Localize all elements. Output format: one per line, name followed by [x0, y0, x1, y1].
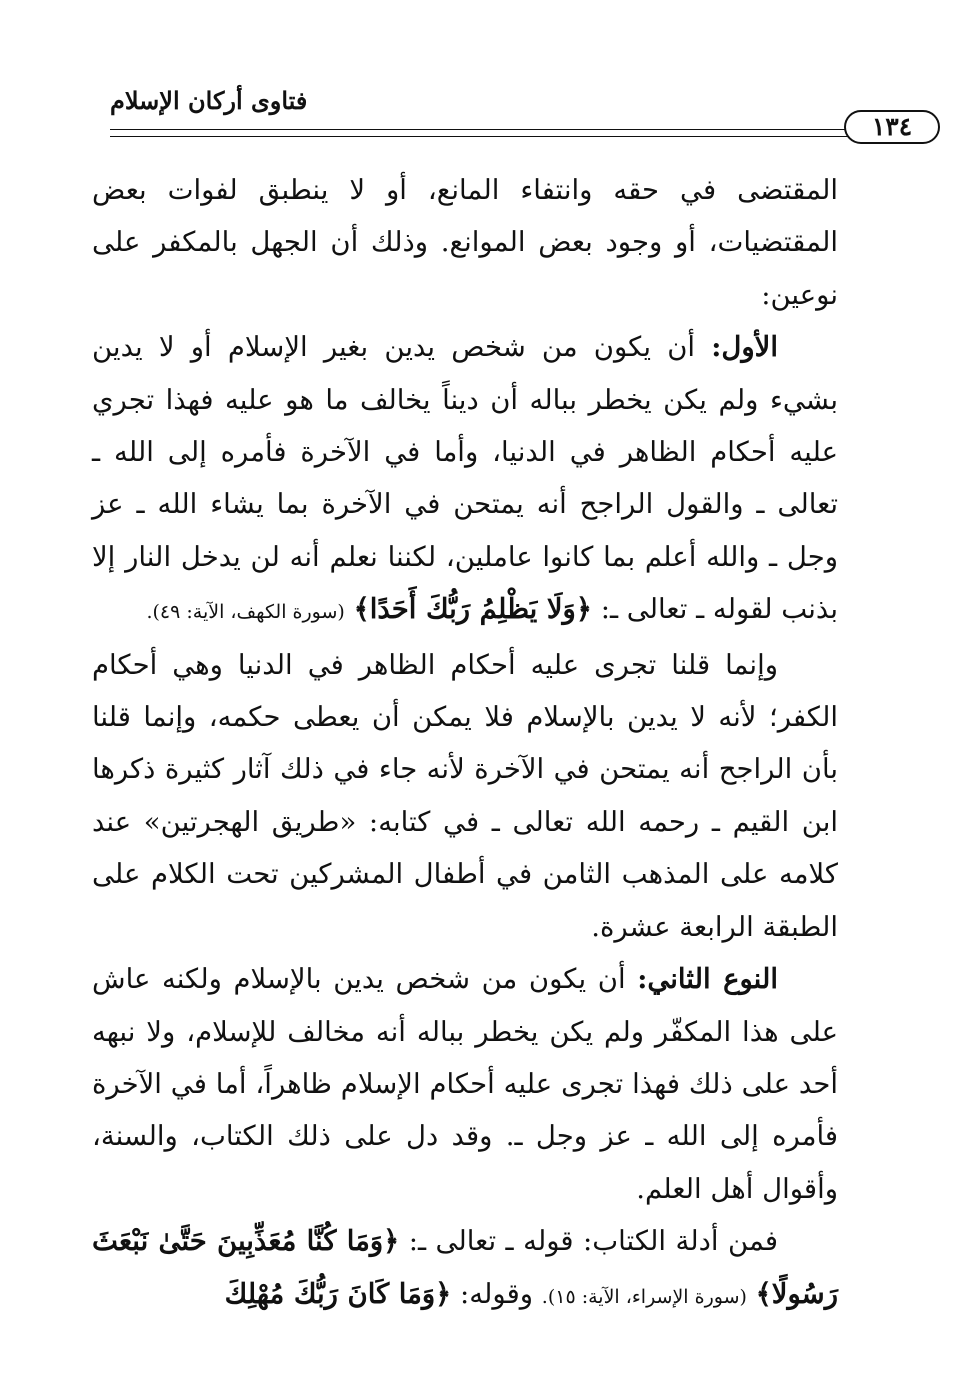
book-title: فتاوى أركان الإسلام [110, 86, 308, 115]
second-type-heading: النوع الثاني: [637, 963, 778, 996]
paragraph-first-type [92, 321, 838, 638]
paragraph-continuation: المقتضى في حقه وانتفاء المانع، أو لا ينطبق لفوات بعض المقتضيات، أو وجود بعض الموانع. وذلك أن الجهل بالمكفر على نوعين: [92, 174, 838, 311]
running-header [110, 86, 913, 141]
first-type-heading: الأول: [711, 331, 778, 364]
paragraph-explanation: وإنما قلنا تجرى عليه أحكام الظاهر في الدنيا وهي أحكام الكفر؛ لأنه لا يدين بالإسلام فلا يمكن أن يعطى حكمه، وإنما قلنا بأن الراجح أنه يمتحن في الآخرة لأنه جاء في ذلك آثار كثيرة ذكرها ابن القيم ـ رحمه الله تعالى ـ في كتابه: «طريق الهجرتين» عند كلامه على المذهب الثامن في أطفال المشركين تحت الكلام على الطبقة الرابعة عشرة. [92, 648, 838, 943]
first-type-text: أن يكون من شخص يدين بغير الإسلام أو لا يدين بشيء ولم يكن يخطر بباله أن ديناً يخالف ما هو عليه فهذا تجري عليه أحكام الظاهر في الدنيا، وأما في الآخرة فأمره إلى الله ـ تعالى ـ والقول الراجح أنه يمتحن في الآخرة بما يشاء الله ـ عز وجل ـ والله أعلم بما كانوا عاملين، لكننا نعلم أنه لن يدخل النار إلا بذنب لقوله ـ تعالى ـ: [92, 331, 838, 626]
quran-verse-kahf: ﴿وَلَا يَظْلِمُ رَبُّكَ أَحَدًا﴾ [353, 593, 592, 626]
quran-verse-isra: ﴿وَمَا كُنَّا مُعَذِّبِينَ حَتَّىٰ نَبْعَثَ رَسُولًا﴾ [92, 1225, 838, 1310]
page-number: ١٣٤ [844, 110, 940, 144]
evidence-intro: فمن أدلة الكتاب: قوله ـ تعالى ـ: [408, 1225, 778, 1258]
quran-verse-qasas: ﴿وَمَا كَانَ رَبُّكَ مُهْلِكَ [224, 1277, 452, 1310]
paragraph-second-type [92, 953, 838, 1215]
body-text [92, 164, 838, 1323]
evidence-connector: وقوله: [460, 1277, 534, 1310]
verse-reference-kahf: (سورة الكهف، الآية: ٤٩). [146, 601, 345, 624]
verse-reference-isra: (سورة الإسراء، الآية: ١٥). [541, 1285, 747, 1308]
header-rule [110, 129, 858, 137]
paragraph-evidence [92, 1215, 838, 1323]
second-type-text: أن يكون من شخص يدين بالإسلام ولكنه عاش على هذا المكفّر ولم يكن يخطر بباله أنه مخالف للإسلام، ولا نبهه أحد على ذلك فهذا تجرى عليه أحكام الإسلام ظاهراً، أما في الآخرة فأمره إلى الله ـ عز وجل ـ. وقد دل على ذلك الكتاب، والسنة، وأقوال أهل العلم. [92, 963, 838, 1205]
